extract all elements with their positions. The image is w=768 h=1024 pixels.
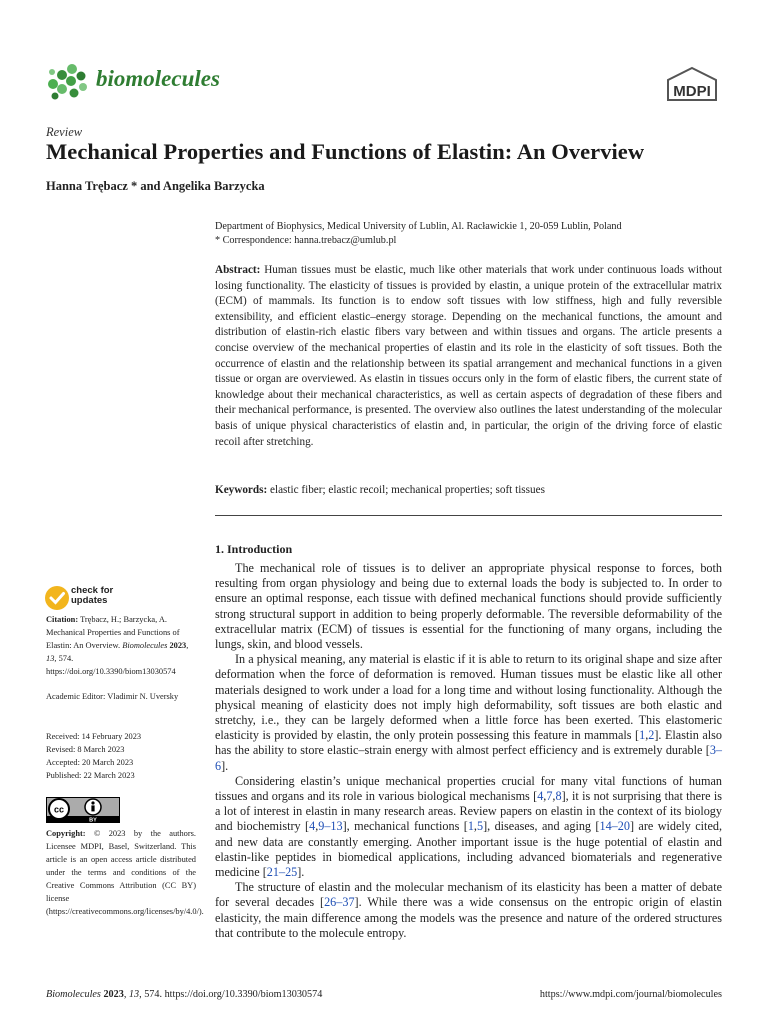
reference-link[interactable]: 2 xyxy=(648,728,655,743)
svg-text:cc: cc xyxy=(53,804,65,815)
published-date: Published: 22 March 2023 xyxy=(46,771,135,780)
reference-link[interactable]: 4 xyxy=(309,819,316,834)
paragraph: In a physical meaning, any material is elastic if it is able to return to its original shape and size after deformation when the force of deformation is removed. Human tissues must be elastic like all other materials designed to work under a load for a long time and without losing functionality. Although the physical meaning of elasticity does not imply high deformability, soft tissues are both elastic and stretchy, i.e., they can be largely deformed when a little force has been exerted. This elastomeric elasticity is provided by elastin, the only protein possessing this feature in mammals [1,2]. Elastin also has the ability to store elastic–strain energy with almost perfect efficiency and is extremely durable [3–6]. xyxy=(215,652,722,773)
academic-editor: Academic Editor: Vladimir N. Uversky xyxy=(46,692,179,701)
publication-dates xyxy=(46,730,196,782)
check-for-updates-button[interactable] xyxy=(44,585,164,611)
journal-name: biomolecules xyxy=(96,66,220,91)
section-divider xyxy=(215,515,722,516)
copyright: Copyright: © 2023 by the authors. Licensee MDPI, Basel, Switzerland. This article is an open access article distributed under the terms and conditions of the Creative Commons Attribution (CC BY) license (https://creativecommons.org/licenses/by/4.0/). xyxy=(46,829,204,916)
article-title: Mechanical Properties and Functions of Elastin: An Overview xyxy=(46,139,645,164)
introduction-body xyxy=(215,561,722,941)
reference-link[interactable]: 21–25 xyxy=(266,865,298,880)
revised-date: Revised: 8 March 2023 xyxy=(46,745,125,754)
keywords-text: elastic fiber; elastic recoil; mechanical properties; soft tissues xyxy=(270,484,545,496)
cc-by-label: BY xyxy=(89,817,97,823)
accepted-date: Accepted: 20 March 2023 xyxy=(46,758,134,767)
abstract-text: Human tissues must be elastic, much like other materials that work under continuous loads without losing functionality. The elasticity of tissues is provided by elastin, a unique protein of the extracellular matrix (ECM) of mammals. Its function is to endow soft tissues with low stiffness, high and fully reversible extensibility, and efficient elastic–energy storage. Depending on the mechanical functions, the amount and distribution of elastin-rich elastic fibers vary between and within tissues and organs. The article presents a concise overview of the mechanical properties of elastin and its role in the elasticity of soft tissues. Both the occurrence of elastin and the relationship between its spatial arrangement and mechanical functions in a given tissue or organ are overviewed. As elastin in tissues occurs only in the form of elastic fibers, the current state of knowledge about their mechanical characteristics, as well as certain aspects of degradation of these fibers and their mechanical performance, is presented. The overview also outlines the latest understanding of the molecular basis of unique physical characteristics of elastin and, in particular, the origin of the driving force of elastic recoil after stretching. xyxy=(215,264,722,448)
authors: Hanna Trębacz * and Angelika Barzycka xyxy=(46,179,265,193)
reference-link[interactable]: 1 xyxy=(639,728,646,743)
footer-citation: Biomolecules 2023, 13, 574. https://doi.org/10.3390/biom13030574 xyxy=(46,989,323,1000)
keywords-label: Keywords: xyxy=(215,484,268,496)
reference-link[interactable]: 14–20 xyxy=(599,819,630,834)
correspondence-line: * Correspondence: hanna.trebacz@umlub.pl xyxy=(215,235,397,246)
journal-logo-icon xyxy=(45,60,91,104)
keywords xyxy=(215,483,722,499)
mdpi-logo-icon xyxy=(662,66,722,106)
abstract-label: Abstract: xyxy=(215,264,261,276)
paragraph: The structure of elastin and the molecular mechanism of its elasticity has been a matter of debate for several decades [26–37]. While there was a wide consensus on the entropic origin of elastin elasticity, the main difference among the models was the presence and nature of the ordered structures that contribute to the molecule entropy. xyxy=(215,880,722,940)
paragraph: Considering elastin’s unique mechanical properties crucial for many vital functions of human tissues and organs and its role in various biological mechanisms [4,7,8], it is not surprising that there is a lot of interest in elastin in many research areas. Review papers on elastin in the context of its biology and biochemistry [4,9–13], mechanical functions [1,5], diseases, and aging [14–20] are widely cited, and new data are constantly emerging. Another important issue is the huge potential of elastin and elastin-like peptides in biomedical applications, including advanced biomaterials and regenerative medicine [21–25]. xyxy=(215,773,722,880)
cc-by-license-icon[interactable] xyxy=(46,797,120,823)
section-heading: 1. Introduction xyxy=(215,542,293,556)
reference-link[interactable]: 4 xyxy=(537,789,544,804)
reference-link[interactable]: 3–6 xyxy=(215,743,722,773)
reference-link[interactable]: 7 xyxy=(546,789,553,804)
reference-link[interactable]: 26–37 xyxy=(324,895,355,910)
affiliation-line: Department of Biophysics, Medical University of Lublin, Al. Racławickie 1, 20-059 Lublin, Poland xyxy=(215,221,622,232)
reference-link[interactable]: 5 xyxy=(476,819,484,834)
check-updates-icon xyxy=(44,585,70,611)
received-date: Received: 14 February 2023 xyxy=(46,732,142,741)
footer-journal-url[interactable]: https://www.mdpi.com/journal/biomolecules xyxy=(539,989,722,1000)
check-updates-label: check for updates xyxy=(71,585,114,606)
reference-link[interactable]: 1 xyxy=(467,819,474,834)
publisher-name: MDPI xyxy=(673,83,711,100)
paragraph: The mechanical role of tissues is to deliver an appropriate physical response to forces, both resulting from organ physiology and being due to external loads the body is subjected to. In order to ensure an optimal response, each tissue with defined mechanical functions should provide sufficiently strong structural support in addition to being properly deformable. The reversible deformability of the extracellular matrix (ECM) of tissues is essential for the functioning of many organs, including the lungs, skin, and blood vessels. xyxy=(215,561,722,652)
citation: Citation: Trębacz, H.; Barzycka, A. Mechanical Properties and Functions of Elastin: An Overview. Biomolecules 2023, 13, 574. https://doi.org/10.3390/biom13030574 xyxy=(46,615,189,676)
reference-link[interactable]: 8 xyxy=(555,789,562,804)
abstract xyxy=(215,263,722,450)
affiliation xyxy=(215,220,725,248)
article-type: Review xyxy=(46,125,83,139)
reference-link[interactable]: 9–13 xyxy=(318,819,343,834)
